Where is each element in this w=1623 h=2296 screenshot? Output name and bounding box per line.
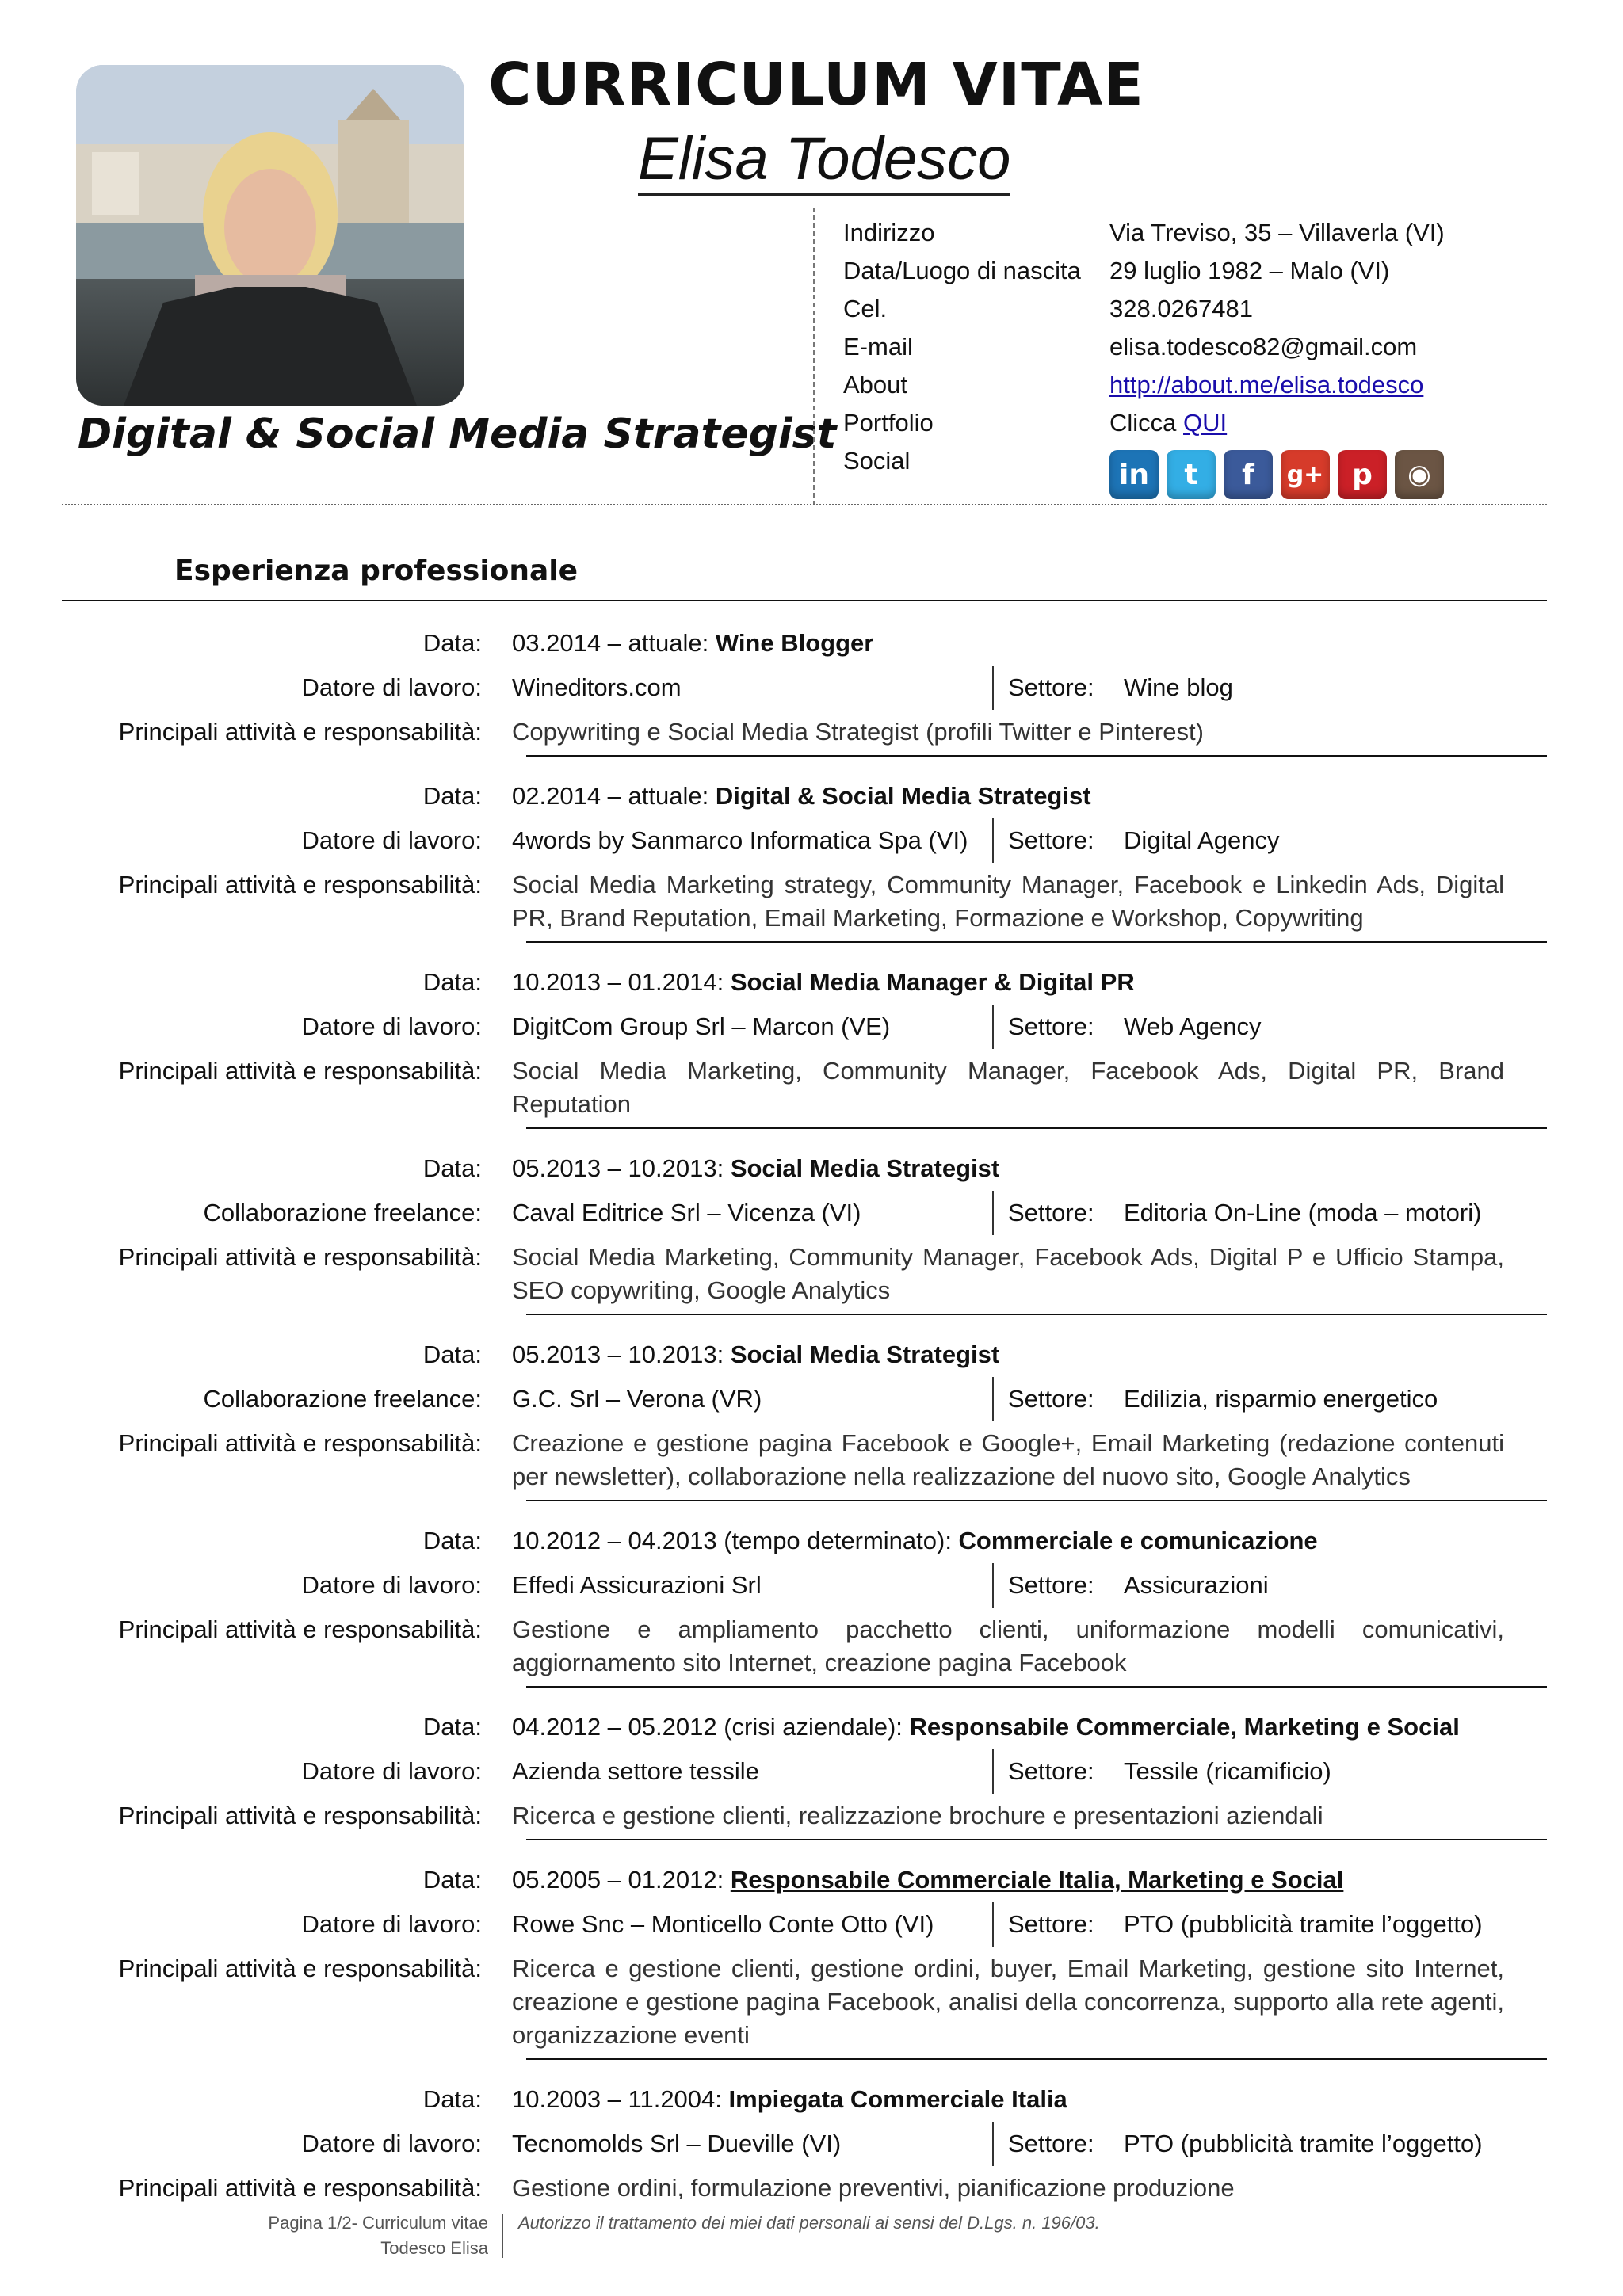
facebook-icon[interactable]: f <box>1224 450 1273 499</box>
date-range: 05.2013 – 10.2013: <box>512 1341 731 1368</box>
entry-divider <box>526 1314 1547 1315</box>
date-label: Data: <box>422 2085 482 2113</box>
activities-row <box>62 863 1547 935</box>
contact-label: Social <box>843 447 911 475</box>
sector-value: Digital Agency <box>1124 826 1280 854</box>
position-title: Responsabile Commerciale Italia, Marketing e Social <box>730 1866 1344 1894</box>
date-label: Data: <box>422 629 482 657</box>
date-row <box>62 2077 1547 2122</box>
employer-label: Collaborazione freelance: <box>203 1385 482 1413</box>
sector-value: PTO (pubblicità tramite l’oggetto) <box>1124 1910 1483 1938</box>
date-label: Data: <box>422 1713 482 1741</box>
contact-label: E-mail <box>843 333 913 360</box>
activities-value: Social Media Marketing, Community Manager, Facebook Ads, Digital PR, Brand Reputation <box>512 1057 1504 1118</box>
entry-divider <box>526 1127 1547 1129</box>
contact-row-address <box>843 214 1445 252</box>
employer-name: G.C. Srl – Verona (VR) <box>512 1377 994 1421</box>
activities-value: Gestione ordini, formulazione preventivi, pianificazione produzione <box>512 2174 1235 2202</box>
header-divider <box>62 504 1547 505</box>
contact-row-phone <box>843 290 1445 328</box>
experience-entry <box>62 1519 1547 1688</box>
employer-value <box>512 1191 1481 1235</box>
sector-value: Assicurazioni <box>1124 1571 1269 1599</box>
date-label: Data: <box>422 1154 482 1182</box>
employer-value <box>512 1563 1269 1608</box>
contact-label: Cel. <box>843 295 888 322</box>
sector-label: Settore: <box>1008 2130 1094 2157</box>
googleplus-icon[interactable]: g+ <box>1281 450 1330 499</box>
twitter-icon[interactable]: t <box>1167 450 1216 499</box>
sector-label: Settore: <box>1008 1910 1094 1938</box>
date-row <box>62 1333 1547 1377</box>
date-value <box>512 1152 1547 1185</box>
activities-label: Principali attività e responsabilità: <box>118 1429 482 1457</box>
email-value: elisa.todesco82@gmail.com <box>1109 333 1418 360</box>
employer-name: DigitCom Group Srl – Marcon (VE) <box>512 1005 994 1049</box>
activities-row <box>62 1608 1547 1680</box>
page-info <box>158 2210 488 2261</box>
experience-entry <box>62 960 1547 1129</box>
sector-value: Tessile (ricamificio) <box>1124 1757 1331 1785</box>
date-row <box>62 1858 1547 1902</box>
sector-label: Settore: <box>1008 826 1094 854</box>
portfolio-prefix: Clicca <box>1109 409 1177 437</box>
date-row <box>62 774 1547 818</box>
experience-entry <box>62 621 1547 757</box>
employer-row <box>62 1005 1547 1049</box>
footer-divider <box>502 2214 503 2258</box>
position-title: Responsabile Commerciale, Marketing e Social <box>909 1713 1460 1741</box>
activities-row <box>62 710 1547 749</box>
activities-row <box>62 1049 1547 1121</box>
pinterest-icon[interactable]: p <box>1338 450 1387 499</box>
employer-name: Caval Editrice Srl – Vicenza (VI) <box>512 1191 994 1235</box>
employer-label: Datore di lavoro: <box>301 1910 482 1938</box>
sector-label: Settore: <box>1008 1571 1094 1599</box>
date-row <box>62 1519 1547 1563</box>
activities-label: Principali attività e responsabilità: <box>118 1615 482 1643</box>
contact-row-email <box>843 328 1445 366</box>
contact-info <box>843 214 1445 502</box>
employer-name: Azienda settore tessile <box>512 1749 994 1794</box>
employer-name: Rowe Snc – Monticello Conte Otto (VI) <box>512 1902 994 1947</box>
employer-row <box>62 1377 1547 1421</box>
activities-label: Principali attività e responsabilità: <box>118 1802 482 1829</box>
activities-label: Principali attività e responsabilità: <box>118 871 482 898</box>
about-link[interactable]: http://about.me/elisa.todesco <box>1109 371 1424 399</box>
contact-label: Indirizzo <box>843 219 935 246</box>
employer-name: 4words by Sanmarco Informatica Spa (VI) <box>512 818 994 863</box>
activities-row <box>62 1947 1547 2052</box>
employer-value <box>512 818 1279 863</box>
entry-divider <box>526 2058 1547 2060</box>
activities-label: Principali attività e responsabilità: <box>118 1243 482 1271</box>
date-row <box>62 621 1547 666</box>
activities-row <box>62 2166 1547 2205</box>
date-label: Data: <box>422 968 482 996</box>
experience-entry <box>62 1858 1547 2060</box>
entry-divider <box>526 1839 1547 1840</box>
activities-value: Gestione e ampliamento pacchetto clienti, uniformazione modelli comunicativi, aggiornamento sito Internet, creazione pagina Facebook <box>512 1615 1504 1676</box>
employer-label: Datore di lavoro: <box>301 1013 482 1040</box>
date-label: Data: <box>422 1866 482 1894</box>
sector-value: PTO (pubblicità tramite l’oggetto) <box>1124 2130 1483 2157</box>
date-value <box>512 1338 1547 1371</box>
date-row <box>62 1705 1547 1749</box>
employer-row <box>62 666 1547 710</box>
contact-label: About <box>843 371 908 399</box>
date-label: Data: <box>422 782 482 810</box>
position-title: Digital & Social Media Strategist <box>715 782 1091 810</box>
position-title: Commerciale e comunicazione <box>958 1527 1318 1554</box>
employer-label: Datore di lavoro: <box>301 2130 482 2157</box>
experience-list <box>62 621 1547 2205</box>
activities-value: Ricerca e gestione clienti, realizzazione brochure e presentazioni aziendali <box>512 1802 1323 1829</box>
position-title: Wine Blogger <box>715 629 874 657</box>
position-title: Social Media Strategist <box>730 1154 1000 1182</box>
sector-value: Editoria On-Line (moda – motori) <box>1124 1199 1482 1226</box>
sector-value: Web Agency <box>1124 1013 1262 1040</box>
activities-row <box>62 1235 1547 1307</box>
experience-entry <box>62 1146 1547 1315</box>
sector-label: Settore: <box>1008 1385 1094 1413</box>
employer-name: Wineditors.com <box>512 666 994 710</box>
portfolio-value <box>1109 409 1227 437</box>
date-value <box>512 966 1547 999</box>
date-row <box>62 960 1547 1005</box>
position-title: Social Media Strategist <box>730 1341 1000 1368</box>
activities-value: Social Media Marketing, Community Manager, Facebook Ads, Digital P e Ufficio Stampa, SEO copywriting, Google Analytics <box>512 1243 1504 1304</box>
activities-value: Social Media Marketing strategy, Community Manager, Facebook e Linkedin Ads, Digital PR, Brand Reputation, Email Marketing, Formazione e Workshop, Copywriting <box>512 871 1504 932</box>
activities-label: Principali attività e responsabilità: <box>118 1955 482 1982</box>
entry-divider <box>526 941 1547 943</box>
activities-row <box>62 1421 1547 1493</box>
employer-name: Tecnomolds Srl – Dueville (VI) <box>512 2122 994 2166</box>
employer-row <box>62 2122 1547 2166</box>
employer-value <box>512 1902 1483 1947</box>
experience-entry <box>62 2077 1547 2205</box>
date-value <box>512 2083 1547 2116</box>
date-value <box>512 1863 1547 1897</box>
date-range: 10.2003 – 11.2004: <box>512 2085 729 2113</box>
employer-row <box>62 1191 1547 1235</box>
contact-row-portfolio <box>843 404 1445 442</box>
activities-label: Principali attività e responsabilità: <box>118 1057 482 1085</box>
experience-entry <box>62 1705 1547 1840</box>
employer-value <box>512 2122 1483 2166</box>
date-range: 02.2014 – attuale: <box>512 782 716 810</box>
employer-row <box>62 1749 1547 1794</box>
activities-label: Principali attività e responsabilità: <box>118 718 482 746</box>
date-label: Data: <box>422 1527 482 1554</box>
social-icons <box>1109 450 1444 499</box>
date-value <box>512 1711 1547 1744</box>
employer-label: Datore di lavoro: <box>301 826 482 854</box>
date-value <box>512 1524 1547 1558</box>
instagram-icon[interactable]: ◉ <box>1395 450 1444 499</box>
contact-row-about <box>843 366 1445 404</box>
entry-divider <box>526 1686 1547 1688</box>
contact-row-social <box>843 442 1445 502</box>
employer-value <box>512 1005 1261 1049</box>
sector-label: Settore: <box>1008 673 1094 701</box>
employer-value <box>512 1749 1331 1794</box>
section-title: Esperienza professionale <box>174 555 579 587</box>
experience-entry <box>62 1333 1547 1501</box>
activities-label: Principali attività e responsabilità: <box>118 2174 482 2202</box>
employer-label: Collaborazione freelance: <box>203 1199 482 1226</box>
employer-label: Datore di lavoro: <box>301 673 482 701</box>
date-value <box>512 627 1547 660</box>
employer-value <box>512 666 1233 710</box>
person-name: Elisa Todesco <box>638 127 1010 196</box>
position-title: Social Media Manager & Digital PR <box>730 968 1135 996</box>
date-range: 10.2013 – 01.2014: <box>512 968 731 996</box>
page-number: Pagina 1/2- Curriculum vitae <box>268 2213 488 2233</box>
sector-value: Edilizia, risparmio energetico <box>1124 1385 1438 1413</box>
employer-row <box>62 1563 1547 1608</box>
birth-value: 29 luglio 1982 – Malo (VI) <box>1109 257 1390 284</box>
sector-value: Wine blog <box>1124 673 1233 701</box>
date-range: 10.2012 – 04.2013 (tempo determinato): <box>512 1527 959 1554</box>
linkedin-icon[interactable]: in <box>1109 450 1159 499</box>
date-label: Data: <box>422 1341 482 1368</box>
page-author: Todesco Elisa <box>380 2238 488 2258</box>
activities-row <box>62 1794 1547 1833</box>
activities-value: Copywriting e Social Media Strategist (profili Twitter e Pinterest) <box>512 718 1204 746</box>
contact-label: Data/Luogo di nascita <box>843 257 1081 284</box>
sector-label: Settore: <box>1008 1199 1094 1226</box>
phone-value: 328.0267481 <box>1109 295 1254 322</box>
activities-value: Ricerca e gestione clienti, gestione ordini, buyer, Email Marketing, gestione sito Internet, creazione e gestione pagina Facebook, analisi della concorrenza, supporto alla rete agenti, organizzazione eventi <box>512 1955 1504 2049</box>
entry-divider <box>526 1500 1547 1501</box>
privacy-note: Autorizzo il trattamento dei miei dati personali ai sensi del D.Lgs. n. 196/03. <box>518 2213 1100 2233</box>
employer-name: Effedi Assicurazioni Srl <box>512 1563 994 1608</box>
activities-value: Creazione e gestione pagina Facebook e Google+, Email Marketing (redazione contenuti per newsletter), collaborazione nella realizzazione del nuovo sito, Google Analytics <box>512 1429 1504 1490</box>
employer-label: Datore di lavoro: <box>301 1571 482 1599</box>
date-value <box>512 780 1547 813</box>
employer-value <box>512 1377 1438 1421</box>
date-range: 04.2012 – 05.2012 (crisi aziendale): <box>512 1713 910 1741</box>
experience-entry <box>62 774 1547 943</box>
job-title: Digital & Social Media Strategist <box>78 410 837 458</box>
employer-label: Datore di lavoro: <box>301 1757 482 1785</box>
contact-row-birth <box>843 252 1445 290</box>
portfolio-link[interactable]: QUI <box>1183 409 1228 437</box>
date-range: 05.2013 – 10.2013: <box>512 1154 731 1182</box>
address-value: Via Treviso, 35 – Villaverla (VI) <box>1109 219 1445 246</box>
sector-label: Settore: <box>1008 1013 1094 1040</box>
profile-photo <box>76 65 464 406</box>
entry-divider <box>526 755 1547 757</box>
header-vertical-divider <box>813 208 815 505</box>
date-range: 03.2014 – attuale: <box>512 629 716 657</box>
date-row <box>62 1146 1547 1191</box>
contact-label: Portfolio <box>843 409 934 437</box>
sector-label: Settore: <box>1008 1757 1094 1785</box>
section-rule <box>62 600 1547 601</box>
date-range: 05.2005 – 01.2012: <box>512 1866 731 1894</box>
employer-row <box>62 818 1547 863</box>
position-title: Impiegata Commerciale Italia <box>728 2085 1067 2113</box>
document-title: CURRICULUM VITAE <box>488 51 1144 119</box>
employer-row <box>62 1902 1547 1947</box>
